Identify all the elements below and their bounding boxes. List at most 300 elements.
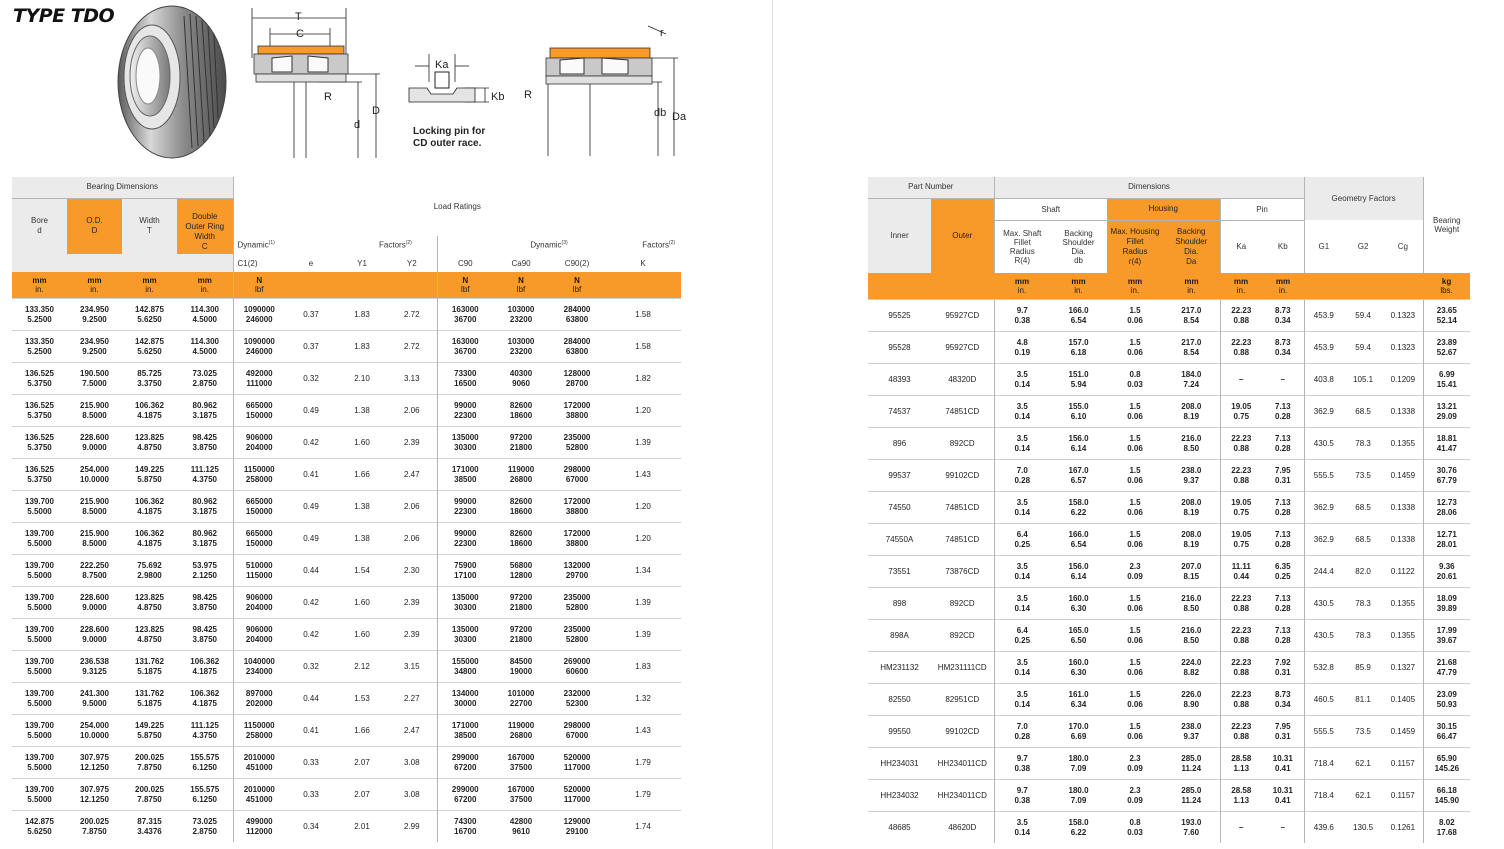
y2-cell: 2.72	[387, 331, 437, 363]
outer-part-cell: 74851CD	[931, 396, 994, 428]
outer-part-cell: 74851CD	[931, 492, 994, 524]
y2-cell: 2.06	[387, 491, 437, 523]
weight-cell: 12.71 28.01	[1423, 524, 1470, 556]
k-cell: 1.39	[605, 587, 681, 619]
e-cell: 0.32	[285, 651, 337, 683]
inner-part-cell: 74550A	[868, 524, 931, 556]
kb-cell: 7.13 0.28	[1262, 492, 1304, 524]
double-width-cell: 80.962 3.1875	[177, 523, 233, 555]
dynamic-c1-cell: 510000 115000	[233, 555, 285, 587]
housing-fillet-cell: 2.3 0.09	[1107, 780, 1163, 812]
bore-cell: 136.525 5.3750	[12, 395, 67, 427]
c90-cell: 135000 30300	[437, 619, 493, 651]
housing-backing-cell: 216.0 8.50	[1163, 620, 1220, 652]
k-cell: 1.82	[605, 363, 681, 395]
shaft-backing-cell: 161.0 6.34	[1050, 684, 1107, 716]
g1-cell: 460.5	[1304, 684, 1343, 716]
cg-cell: 0.1122	[1383, 556, 1423, 588]
header-pin: Pin	[1220, 198, 1304, 220]
y1-cell: 2.07	[337, 779, 387, 811]
dim-r-label: r	[660, 27, 664, 39]
cg-cell: 0.1459	[1383, 460, 1423, 492]
dynamic-c1-cell: 906000 204000	[233, 587, 285, 619]
unit-cell	[1343, 273, 1383, 300]
kb-cell: 7.95 0.31	[1262, 716, 1304, 748]
housing-fillet-cell: 1.5 0.06	[1107, 332, 1163, 364]
ka-cell: 19.05 0.75	[1220, 524, 1262, 556]
k-cell: 1.32	[605, 683, 681, 715]
dynamic-c1-cell: 2010000 451000	[233, 779, 285, 811]
g1-cell: 430.5	[1304, 588, 1343, 620]
od-cell: 228.600 9.0000	[67, 619, 122, 651]
housing-backing-cell: 207.0 8.15	[1163, 556, 1220, 588]
table-row	[12, 363, 681, 395]
y1-cell: 2.10	[337, 363, 387, 395]
shaft-fillet-cell: 9.7 0.38	[994, 300, 1050, 332]
e-cell: 0.49	[285, 395, 337, 427]
unit-cell: mm in.	[1107, 273, 1163, 300]
bore-cell: 139.700 5.5000	[12, 491, 67, 523]
bore-cell: 139.700 5.5000	[12, 747, 67, 779]
locking-pin-drawing	[405, 52, 509, 112]
housing-fillet-cell: 1.5 0.06	[1107, 524, 1163, 556]
width-cell: 142.875 5.6250	[122, 331, 177, 363]
table-row	[12, 491, 681, 523]
y1-cell: 1.38	[337, 395, 387, 427]
housing-fillet-cell: 1.5 0.06	[1107, 300, 1163, 332]
header-factors-2: Factors$^{(2)}$	[605, 236, 681, 254]
g2-cell: 78.3	[1343, 588, 1383, 620]
width-cell: 75.692 2.9800	[122, 555, 177, 587]
table-row	[12, 587, 681, 619]
weight-cell: 17.99 39.67	[1423, 620, 1470, 652]
bore-cell: 139.700 5.5000	[12, 779, 67, 811]
shaft-fillet-cell: 7.0 0.28	[994, 716, 1050, 748]
outer-part-cell: 48320D	[931, 364, 994, 396]
y1-cell: 2.01	[337, 811, 387, 843]
ca90-cell: 103000 23200	[493, 299, 549, 331]
sym-c90-2: C90(2)	[549, 254, 605, 272]
outer-part-cell: HM231111CD	[931, 652, 994, 684]
unit-cell: N lbf	[233, 272, 285, 299]
g1-cell: 555.5	[1304, 460, 1343, 492]
page-title: TYPE TDO	[13, 5, 115, 27]
c90-cell: 135000 30300	[437, 587, 493, 619]
header-part-number: Part Number	[868, 177, 994, 198]
outer-part-cell: 99102CD	[931, 716, 994, 748]
housing-backing-cell: 208.0 8.19	[1163, 492, 1220, 524]
k-cell: 1.79	[605, 779, 681, 811]
width-cell: 131.762 5.1875	[122, 651, 177, 683]
y1-cell: 2.07	[337, 747, 387, 779]
header-max-housing-fillet-radius: Max. Housing Fillet Radius r(4)	[1107, 220, 1163, 273]
y2-cell: 2.39	[387, 427, 437, 459]
outer-part-cell: 48620D	[931, 812, 994, 844]
table-row	[868, 428, 1470, 460]
shaft-backing-cell: 180.0 7.09	[1050, 780, 1107, 812]
dynamic-c1-cell: 665000 150000	[233, 395, 285, 427]
c90-2-cell: 298000 67000	[549, 459, 605, 491]
cross-section-left-drawing	[248, 8, 388, 160]
y2-cell: 2.47	[387, 715, 437, 747]
e-cell: 0.34	[285, 811, 337, 843]
g1-cell: 555.5	[1304, 716, 1343, 748]
header-g1: G1	[1304, 220, 1343, 273]
ca90-cell: 101000 22700	[493, 683, 549, 715]
g1-cell: 430.5	[1304, 620, 1343, 652]
unit-cell: mm in.	[994, 273, 1050, 300]
y1-cell: 2.12	[337, 651, 387, 683]
housing-backing-cell: 226.0 8.90	[1163, 684, 1220, 716]
table-row	[868, 812, 1470, 844]
shaft-fillet-cell: 3.5 0.14	[994, 588, 1050, 620]
g1-cell: 439.6	[1304, 812, 1343, 844]
outer-part-cell: 892CD	[931, 428, 994, 460]
dynamic-c1-cell: 499000 112000	[233, 811, 285, 843]
shaft-backing-cell: 170.0 6.69	[1050, 716, 1107, 748]
g1-cell: 453.9	[1304, 300, 1343, 332]
bore-cell: 139.700 5.5000	[12, 587, 67, 619]
header-factors-1: Factors$^{(2)}$	[337, 236, 437, 254]
housing-backing-cell: 238.0 9.37	[1163, 460, 1220, 492]
c90-2-cell: 235000 52800	[549, 587, 605, 619]
inner-part-cell: 48685	[868, 812, 931, 844]
header-bearing-dimensions: Bearing Dimensions	[12, 177, 233, 198]
header-cg: Cg	[1383, 220, 1423, 273]
weight-cell: 9.36 20.61	[1423, 556, 1470, 588]
c90-cell: 75900 17100	[437, 555, 493, 587]
od-cell: 254.000 10.0000	[67, 715, 122, 747]
k-cell: 1.58	[605, 331, 681, 363]
housing-backing-cell: 285.0 11.24	[1163, 748, 1220, 780]
dim-Ka-label: Ka	[435, 59, 449, 71]
c90-2-cell: 129000 29100	[549, 811, 605, 843]
outer-part-cell: 95927CD	[931, 332, 994, 364]
double-width-cell: 155.575 6.1250	[177, 747, 233, 779]
width-cell: 200.025 7.8750	[122, 747, 177, 779]
housing-fillet-cell: 2.3 0.09	[1107, 748, 1163, 780]
weight-cell: 18.81 41.47	[1423, 428, 1470, 460]
housing-backing-cell: 184.0 7.24	[1163, 364, 1220, 396]
od-cell: 215.900 8.5000	[67, 395, 122, 427]
unit-cell: kg lbs.	[1423, 273, 1470, 300]
ca90-cell: 82600 18600	[493, 523, 549, 555]
y1-cell: 1.53	[337, 683, 387, 715]
ca90-cell: 84500 19000	[493, 651, 549, 683]
kb-cell: –	[1262, 364, 1304, 396]
ca90-cell: 42800 9610	[493, 811, 549, 843]
housing-fillet-cell: 1.5 0.06	[1107, 652, 1163, 684]
unit-cell	[931, 273, 994, 300]
shaft-fillet-cell: 3.5 0.14	[994, 492, 1050, 524]
g2-cell: 73.5	[1343, 716, 1383, 748]
housing-backing-cell: 217.0 8.54	[1163, 332, 1220, 364]
outer-part-cell: 95927CD	[931, 300, 994, 332]
weight-cell: 12.73 28.06	[1423, 492, 1470, 524]
inner-part-cell: 74550	[868, 492, 931, 524]
ka-cell: 22.23 0.88	[1220, 684, 1262, 716]
cg-cell: 0.1323	[1383, 332, 1423, 364]
table-row	[868, 300, 1470, 332]
sym-c90: C90	[437, 254, 493, 272]
sym-c1: C1(2)	[233, 254, 285, 272]
od-cell: 190.500 7.5000	[67, 363, 122, 395]
double-width-cell: 111.125 4.3750	[177, 459, 233, 491]
cg-cell: 0.1338	[1383, 524, 1423, 556]
header-kb: Kb	[1262, 220, 1304, 273]
weight-cell: 30.76 67.79	[1423, 460, 1470, 492]
od-cell: 307.975 12.1250	[67, 779, 122, 811]
dynamic-c1-cell: 1040000 234000	[233, 651, 285, 683]
table-row	[12, 747, 681, 779]
shaft-fillet-cell: 6.4 0.25	[994, 620, 1050, 652]
table-row	[12, 523, 681, 555]
sym-k: K	[605, 254, 681, 272]
inner-part-cell: 99537	[868, 460, 931, 492]
ca90-cell: 97200 21800	[493, 427, 549, 459]
housing-fillet-cell: 1.5 0.06	[1107, 396, 1163, 428]
unit-cell: mm in.	[1220, 273, 1262, 300]
cg-cell: 0.1355	[1383, 428, 1423, 460]
header-od: O.D. D	[67, 198, 122, 254]
weight-cell: 66.18 145.90	[1423, 780, 1470, 812]
shaft-fillet-cell: 4.8 0.19	[994, 332, 1050, 364]
sym-y1: Y1	[337, 254, 387, 272]
inner-part-cell: HH234032	[868, 780, 931, 812]
outer-part-cell: 892CD	[931, 620, 994, 652]
ka-cell: 22.23 0.88	[1220, 716, 1262, 748]
width-cell: 87.315 3.4376	[122, 811, 177, 843]
units-row	[868, 273, 1470, 300]
header-dynamic-3: Dynamic$^{(3)}$	[493, 236, 605, 254]
c90-2-cell: 172000 38800	[549, 491, 605, 523]
c90-2-cell: 132000 29700	[549, 555, 605, 587]
c90-2-cell: 172000 38800	[549, 395, 605, 427]
dim-D-label: D	[372, 105, 380, 117]
outer-part-cell: 82951CD	[931, 684, 994, 716]
bore-cell: 133.350 5.2500	[12, 331, 67, 363]
e-cell: 0.49	[285, 491, 337, 523]
double-width-cell: 106.362 4.1875	[177, 651, 233, 683]
inner-part-cell: 898	[868, 588, 931, 620]
housing-backing-cell: 216.0 8.50	[1163, 588, 1220, 620]
kb-cell: –	[1262, 812, 1304, 844]
od-cell: 234.950 9.2500	[67, 299, 122, 331]
c90-2-cell: 298000 67000	[549, 715, 605, 747]
caption-line-1: Locking pin for	[413, 126, 486, 137]
table-row	[868, 780, 1470, 812]
shaft-backing-cell: 158.0 6.22	[1050, 812, 1107, 844]
k-cell: 1.74	[605, 811, 681, 843]
cg-cell: 0.1405	[1383, 684, 1423, 716]
ca90-cell: 40300 9060	[493, 363, 549, 395]
g2-cell: 59.4	[1343, 332, 1383, 364]
kb-cell: 7.95 0.31	[1262, 460, 1304, 492]
k-cell: 1.43	[605, 459, 681, 491]
inner-part-cell: 898A	[868, 620, 931, 652]
ca90-cell: 167000 37500	[493, 779, 549, 811]
header-bore: Bore d	[12, 198, 67, 254]
double-width-cell: 111.125 4.3750	[177, 715, 233, 747]
y1-cell: 1.38	[337, 491, 387, 523]
y2-cell: 2.39	[387, 619, 437, 651]
g1-cell: 362.9	[1304, 524, 1343, 556]
od-cell: 200.025 7.8750	[67, 811, 122, 843]
header-g2: G2	[1343, 220, 1383, 273]
ka-cell: 22.23 0.88	[1220, 300, 1262, 332]
table-row	[868, 748, 1470, 780]
header-bearing-weight: Bearing Weight	[1423, 177, 1470, 273]
c90-cell: 99000 22300	[437, 491, 493, 523]
outer-part-cell: 74851CD	[931, 524, 994, 556]
cross-section-right-drawing	[520, 22, 692, 158]
e-cell: 0.37	[285, 331, 337, 363]
width-cell: 123.825 4.8750	[122, 619, 177, 651]
g1-cell: 430.5	[1304, 428, 1343, 460]
unit-cell	[605, 272, 681, 299]
housing-fillet-cell: 1.5 0.06	[1107, 588, 1163, 620]
kb-cell: 6.35 0.25	[1262, 556, 1304, 588]
dynamic-c1-cell: 906000 204000	[233, 619, 285, 651]
bore-cell: 139.700 5.5000	[12, 555, 67, 587]
ka-cell: 22.23 0.88	[1220, 460, 1262, 492]
weight-cell: 23.65 52.14	[1423, 300, 1470, 332]
cg-cell: 0.1157	[1383, 780, 1423, 812]
double-width-cell: 155.575 6.1250	[177, 779, 233, 811]
k-cell: 1.39	[605, 427, 681, 459]
g1-cell: 718.4	[1304, 748, 1343, 780]
outer-part-cell: 99102CD	[931, 460, 994, 492]
shaft-backing-cell: 157.0 6.18	[1050, 332, 1107, 364]
outer-part-cell: HH234011CD	[931, 748, 994, 780]
housing-backing-cell: 224.0 8.82	[1163, 652, 1220, 684]
table-row	[868, 396, 1470, 428]
g1-cell: 244.4	[1304, 556, 1343, 588]
page-gutter	[772, 0, 773, 849]
shaft-backing-cell: 151.0 5.94	[1050, 364, 1107, 396]
e-cell: 0.42	[285, 587, 337, 619]
y1-cell: 1.54	[337, 555, 387, 587]
ka-cell: 11.11 0.44	[1220, 556, 1262, 588]
bore-cell: 139.700 5.5000	[12, 651, 67, 683]
g1-cell: 532.8	[1304, 652, 1343, 684]
ka-cell: 28.58 1.13	[1220, 748, 1262, 780]
table-row	[868, 492, 1470, 524]
table-row	[12, 331, 681, 363]
bearing-dimensions-load-ratings-table	[12, 177, 681, 842]
g2-cell: 78.3	[1343, 428, 1383, 460]
inner-part-cell: 95525	[868, 300, 931, 332]
y2-cell: 3.08	[387, 779, 437, 811]
y1-cell: 1.60	[337, 427, 387, 459]
double-width-cell: 98.425 3.8750	[177, 587, 233, 619]
dynamic-c1-cell: 665000 150000	[233, 491, 285, 523]
kb-cell: 8.73 0.34	[1262, 300, 1304, 332]
table-row	[868, 460, 1470, 492]
unit-cell	[1383, 273, 1423, 300]
unit-cell: mm in.	[67, 272, 122, 299]
dynamic-c1-cell: 897000 202000	[233, 683, 285, 715]
ka-cell: –	[1220, 364, 1262, 396]
c90-cell: 99000 22300	[437, 523, 493, 555]
dim-db-label: db	[654, 107, 667, 119]
cg-cell: 0.1355	[1383, 588, 1423, 620]
dynamic-c1-cell: 492000 111000	[233, 363, 285, 395]
e-cell: 0.41	[285, 459, 337, 491]
outer-part-cell: 892CD	[931, 588, 994, 620]
width-cell: 131.762 5.1875	[122, 683, 177, 715]
shaft-backing-cell: 166.0 6.54	[1050, 524, 1107, 556]
dim-C-label: C	[296, 28, 304, 40]
c90-2-cell: 520000 117000	[549, 747, 605, 779]
g1-cell: 362.9	[1304, 396, 1343, 428]
e-cell: 0.41	[285, 715, 337, 747]
outer-part-cell: 73876CD	[931, 556, 994, 588]
housing-backing-cell: 208.0 8.19	[1163, 524, 1220, 556]
housing-fillet-cell: 1.5 0.06	[1107, 620, 1163, 652]
shaft-backing-cell: 165.0 6.50	[1050, 620, 1107, 652]
width-cell: 106.362 4.1875	[122, 523, 177, 555]
table-row	[868, 556, 1470, 588]
width-cell: 123.825 4.8750	[122, 587, 177, 619]
bore-cell: 139.700 5.5000	[12, 683, 67, 715]
housing-backing-cell: 208.0 8.19	[1163, 396, 1220, 428]
table-row	[868, 652, 1470, 684]
c90-2-cell: 235000 52800	[549, 427, 605, 459]
e-cell: 0.42	[285, 427, 337, 459]
bore-cell: 136.525 5.3750	[12, 459, 67, 491]
dim-Da-label: Da	[672, 111, 687, 123]
dim-Kb-label: Kb	[491, 91, 505, 103]
width-cell: 142.875 5.6250	[122, 299, 177, 331]
header-housing: Housing	[1107, 198, 1220, 220]
housing-fillet-cell: 1.5 0.06	[1107, 684, 1163, 716]
cg-cell: 0.1338	[1383, 396, 1423, 428]
width-cell: 85.725 3.3750	[122, 363, 177, 395]
cg-cell: 0.1338	[1383, 492, 1423, 524]
housing-fillet-cell: 1.5 0.06	[1107, 492, 1163, 524]
kb-cell: 10.31 0.41	[1262, 748, 1304, 780]
width-cell: 106.362 4.1875	[122, 491, 177, 523]
unit-cell: mm in.	[12, 272, 67, 299]
kb-cell: 7.13 0.28	[1262, 396, 1304, 428]
housing-fillet-cell: 1.5 0.06	[1107, 460, 1163, 492]
y2-cell: 2.30	[387, 555, 437, 587]
housing-backing-cell: 216.0 8.50	[1163, 428, 1220, 460]
table-row	[868, 716, 1470, 748]
shaft-backing-cell: 166.0 6.54	[1050, 300, 1107, 332]
double-width-cell: 80.962 3.1875	[177, 395, 233, 427]
kb-cell: 7.13 0.28	[1262, 588, 1304, 620]
ka-cell: 19.05 0.75	[1220, 492, 1262, 524]
shaft-backing-cell: 160.0 6.30	[1050, 652, 1107, 684]
double-width-cell: 73.025 2.8750	[177, 363, 233, 395]
shaft-backing-cell: 158.0 6.22	[1050, 492, 1107, 524]
dynamic-c1-cell: 1150000 258000	[233, 459, 285, 491]
double-width-cell: 98.425 3.8750	[177, 619, 233, 651]
header-width: Width T	[122, 198, 177, 254]
housing-fillet-cell: 0.8 0.03	[1107, 364, 1163, 396]
kb-cell: 10.31 0.41	[1262, 780, 1304, 812]
y2-cell: 2.06	[387, 395, 437, 427]
c90-2-cell: 128000 28700	[549, 363, 605, 395]
housing-fillet-cell: 1.5 0.06	[1107, 428, 1163, 460]
table-row	[868, 588, 1470, 620]
ca90-cell: 119000 26800	[493, 459, 549, 491]
y2-cell: 3.13	[387, 363, 437, 395]
table-row	[868, 364, 1470, 396]
housing-backing-cell: 238.0 9.37	[1163, 716, 1220, 748]
